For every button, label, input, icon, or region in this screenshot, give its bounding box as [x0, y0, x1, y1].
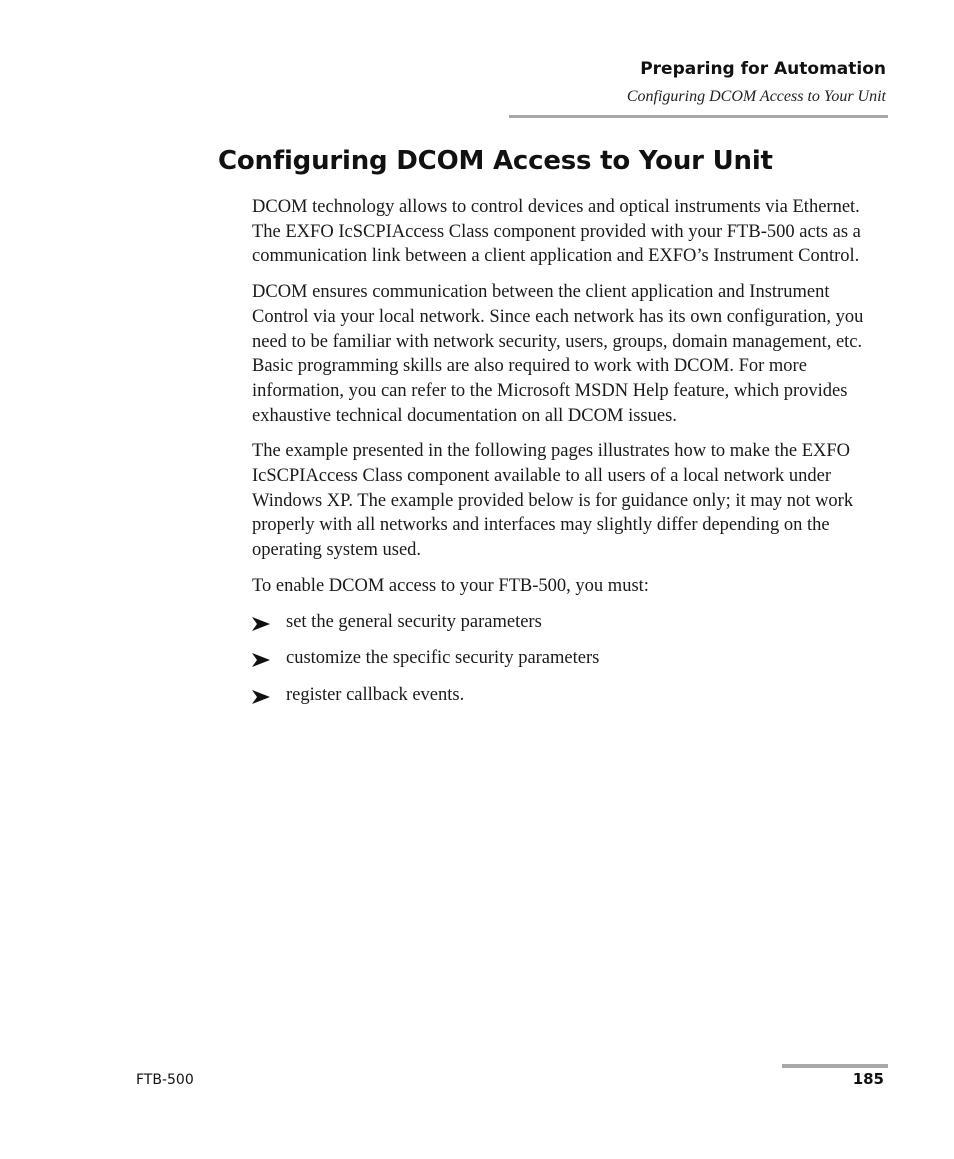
running-head: [627, 57, 886, 109]
list-item: [252, 646, 888, 671]
arrowhead-bullet-icon: [252, 653, 270, 667]
list-item: [252, 610, 888, 635]
page-number: 185: [852, 1070, 884, 1088]
paragraph-enable-lead: To enable DCOM access to your FTB-500, you must:: [252, 575, 649, 596]
body-content: [252, 195, 888, 720]
paragraph-intro: DCOM technology allows to control devices and optical instruments via Ethernet. The EXFO IcSCPIAccess Class component provided with your FTB-500 acts as a communication link between a client application and EXFO’s Instrument Control.: [252, 197, 861, 267]
arrowhead-bullet-icon: [252, 690, 270, 704]
list-item-text: customize the specific security parameters: [286, 648, 600, 669]
paragraph-dcom-network: DCOM ensures communication between the client application and Instrument Control via your local network. Since each network has its own configuration, you need to be familiar with network security, users, groups, domain management, etc. Basic programming skills are also required to work with DCOM. For more information, you can refer to the Microsoft MSDN Help feature, which provides exhaustive technical documentation on all DCOM issues.: [252, 282, 864, 426]
list-item-text: set the general security parameters: [286, 611, 542, 632]
paragraph-example: The example presented in the following pages illustrates how to make the EXFO IcSCPIAccess Class component available to all users of a local network under Windows XP. The example provided below is for guidance only; it may not work properly with all networks and interfaces may slightly differ depending on the operating system used.: [252, 441, 854, 561]
footer-rule: [782, 1064, 888, 1068]
step-list: [252, 610, 888, 708]
page-title: Configuring DCOM Access to Your Unit: [218, 146, 773, 176]
list-item-text: register callback events.: [286, 684, 465, 705]
running-head-section: Configuring DCOM Access to Your Unit: [626, 88, 886, 105]
arrowhead-bullet-icon: [252, 617, 270, 631]
list-item: [252, 683, 888, 708]
running-head-chapter: Preparing for Automation: [640, 59, 886, 79]
header-rule: [509, 115, 888, 118]
footer-product: FTB-500: [136, 1072, 194, 1088]
